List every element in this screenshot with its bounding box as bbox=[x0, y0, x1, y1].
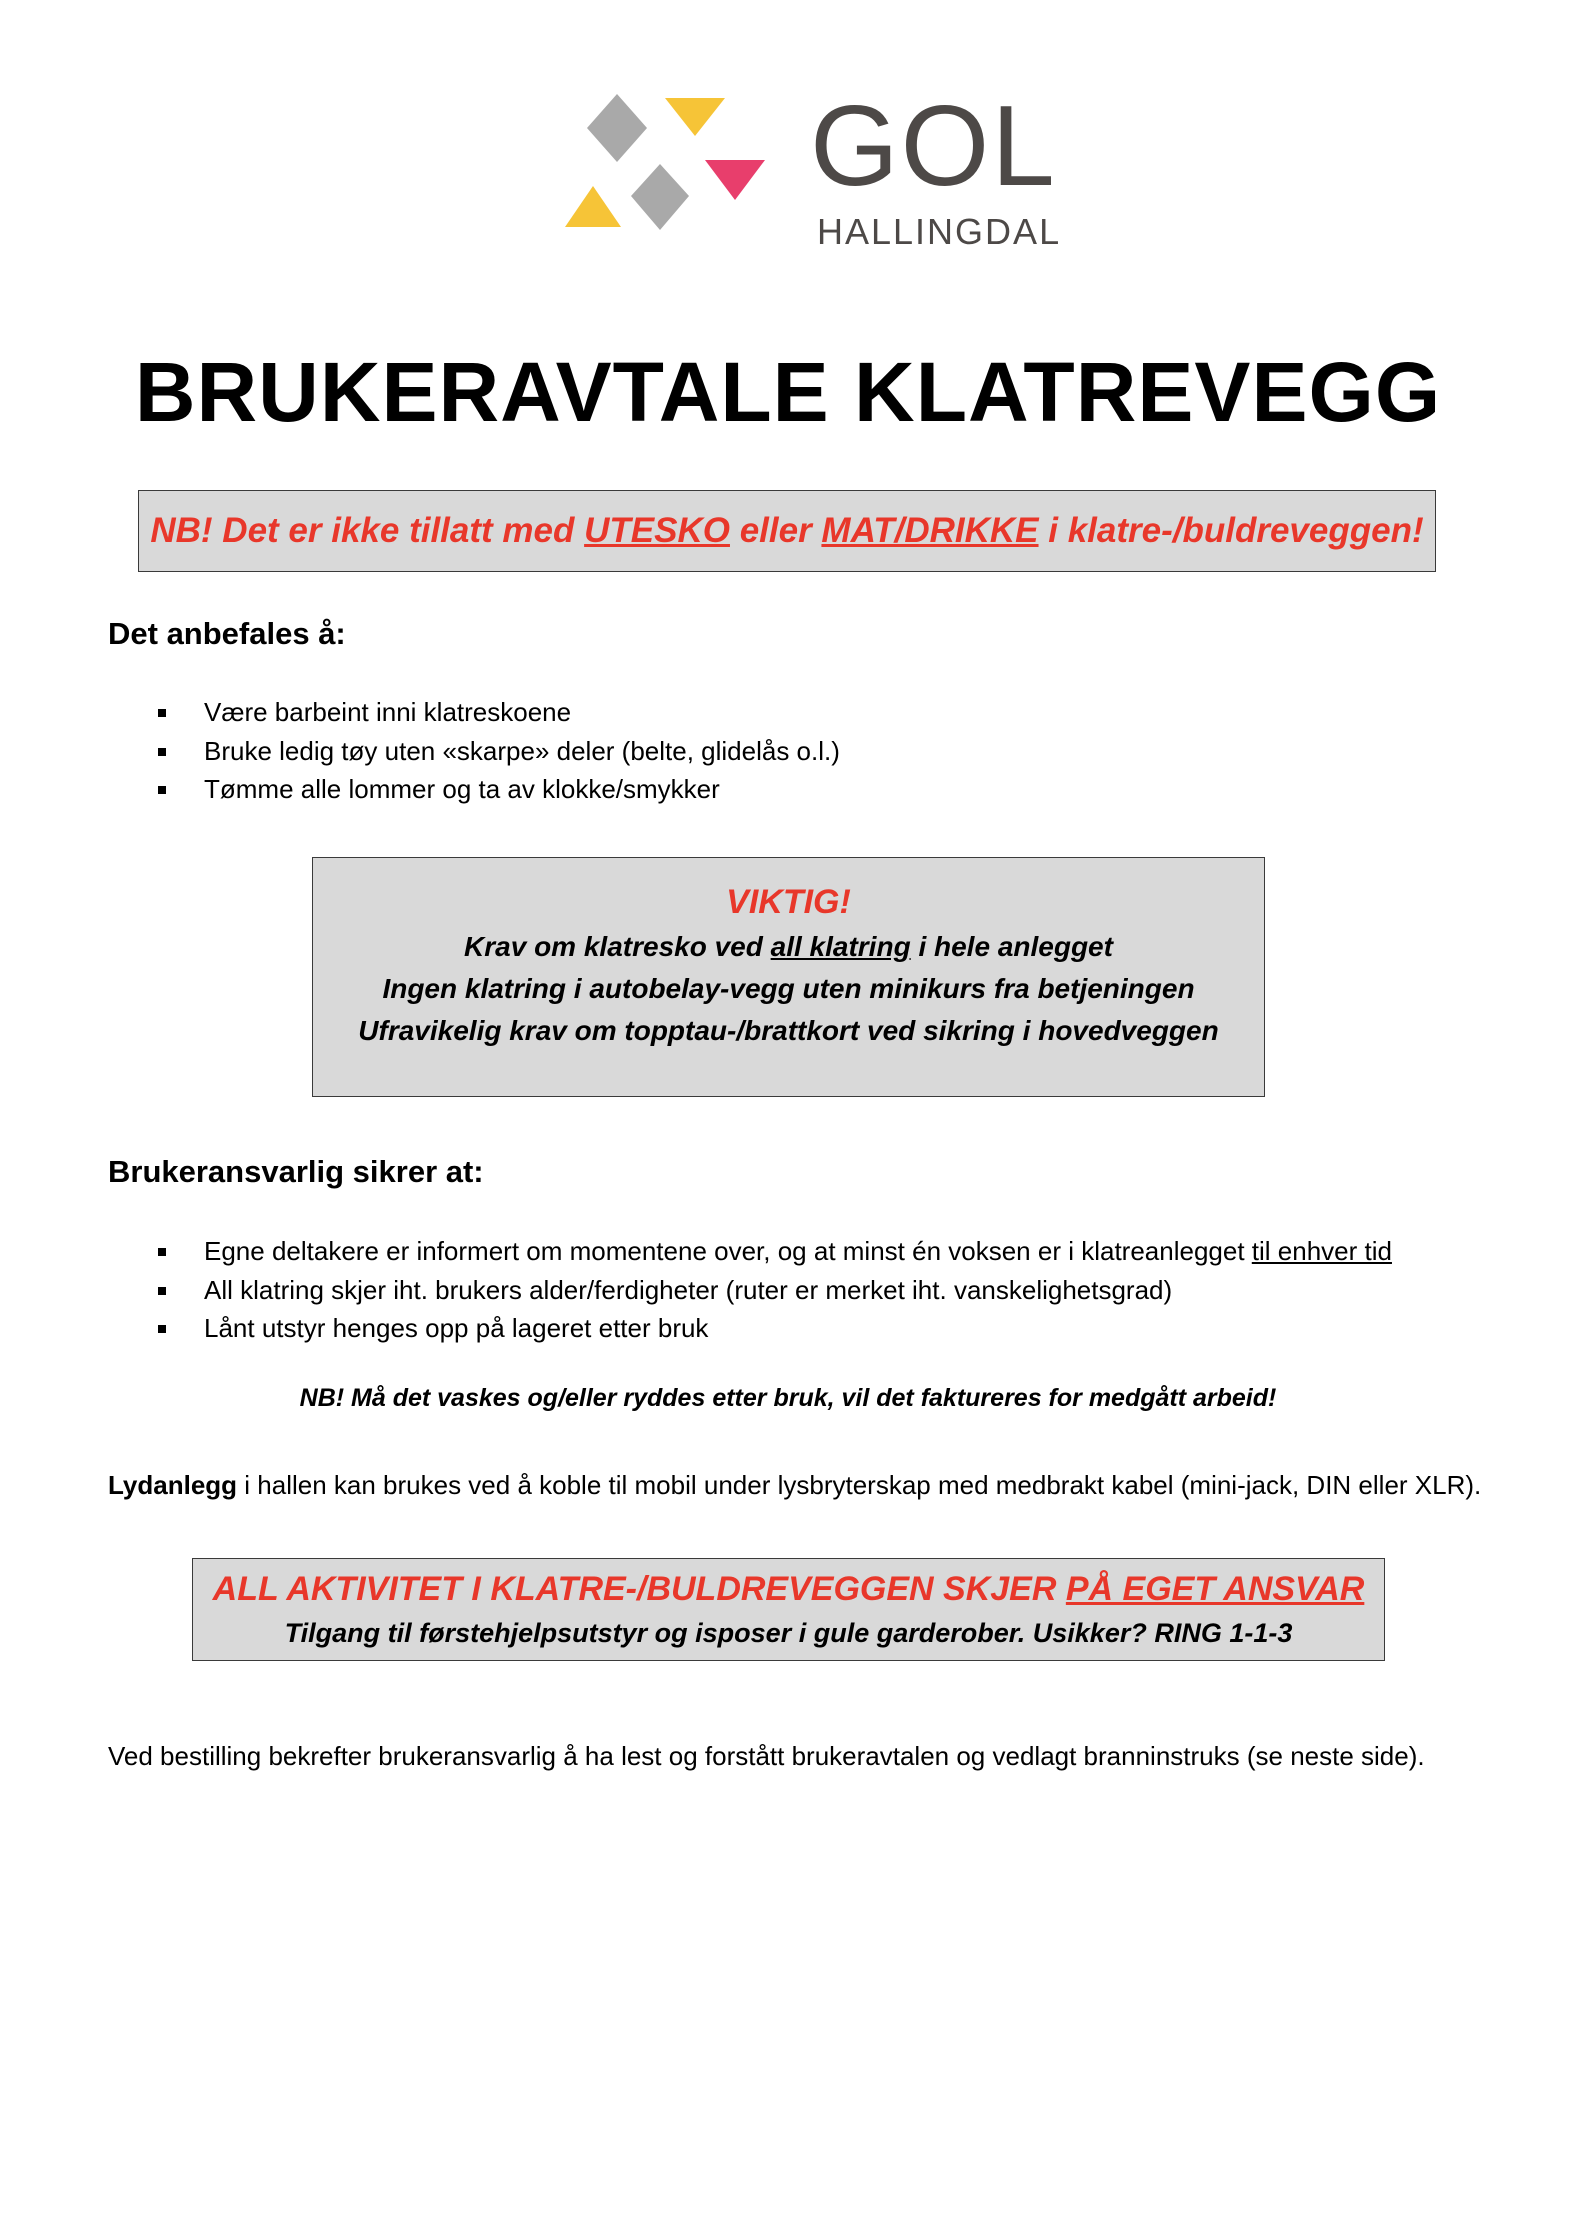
gol-hallingdal-logo bbox=[555, 83, 1062, 258]
notice-middle: eller bbox=[729, 511, 822, 550]
list-item: Lånt utstyr henges opp på lageret etter bruk bbox=[156, 1309, 1392, 1348]
logo-subtitle: HALLINGDAL bbox=[817, 211, 1062, 252]
recommended-heading: Det anbefales å: bbox=[108, 616, 346, 651]
important-line-1-prefix: Krav om klatresko ved bbox=[464, 931, 771, 962]
logo-wordmark: GOL bbox=[810, 83, 1057, 210]
list-item: Bruke ledig tøy uten «skarpe» deler (belte, glidelås o.l.) bbox=[156, 732, 840, 771]
responsibility-title-prefix: ALL AKTIVITET I KLATRE-/BULDREVEGGEN SKJER bbox=[212, 1570, 1066, 1608]
important-title: VIKTIG! bbox=[726, 883, 851, 921]
responsible-list bbox=[156, 1232, 1392, 1348]
confirmation-text: Ved bestilling bekrefter brukeransvarlig å ha lest og forstått brukeravtalen og vedlagt branninstruks (se neste side). bbox=[108, 1741, 1425, 1771]
important-line-1-underlined: all klatring bbox=[770, 931, 911, 962]
notice-box bbox=[138, 490, 1436, 572]
responsible-item-1-prefix: Egne deltakere er informert om momentene over, og at minst én voksen er i klatreanlegget bbox=[204, 1236, 1252, 1266]
list-item: Tømme alle lommer og ta av klokke/smykker bbox=[156, 770, 840, 809]
important-line-1-suffix: i hele anlegget bbox=[910, 931, 1113, 962]
responsibility-box bbox=[192, 1558, 1385, 1661]
important-line-3: Ufravikelig krav om topptau-/brattkort ved sikring i hovedveggen bbox=[358, 1015, 1219, 1046]
notice-suffix: i klatre-/buldreveggen! bbox=[1038, 511, 1424, 550]
list-item: All klatring skjer iht. brukers alder/ferdigheter (ruter er merket iht. vanskelighetsgrad) bbox=[156, 1271, 1392, 1310]
important-line-2: Ingen klatring i autobelay-vegg uten minikurs fra betjeningen bbox=[382, 973, 1195, 1004]
responsibility-title bbox=[193, 1565, 1384, 1613]
sound-label: Lydanlegg bbox=[108, 1470, 238, 1500]
important-line-1 bbox=[313, 926, 1264, 968]
important-box bbox=[312, 857, 1265, 1097]
cleaning-note: NB! Må det vaskes og/eller ryddes etter bruk, vil det faktureres for medgått arbeid! bbox=[299, 1384, 1277, 1412]
list-item bbox=[156, 1232, 1392, 1271]
notice-item-shoes: UTESKO bbox=[584, 511, 730, 550]
logo-mark-icon bbox=[555, 88, 795, 248]
sound-paragraph bbox=[108, 1470, 1481, 1501]
notice-prefix: NB! Det er ikke tillatt med bbox=[150, 511, 585, 550]
responsible-heading: Brukeransvarlig sikrer at: bbox=[108, 1154, 484, 1189]
page-title: BRUKERAVTALE KLATREVEGG bbox=[134, 345, 1442, 439]
responsibility-subtitle: Tilgang til førstehjelpsutstyr og isposer i gule garderober. Usikker? RING 1-1-3 bbox=[284, 1618, 1293, 1648]
notice-item-food: MAT/DRIKKE bbox=[821, 511, 1039, 550]
recommended-list bbox=[156, 693, 840, 809]
responsibility-title-underlined: PÅ EGET ANSVAR bbox=[1065, 1570, 1365, 1608]
responsible-item-1-underlined: til enhver tid bbox=[1251, 1236, 1392, 1266]
list-item: Være barbeint inni klatreskoene bbox=[156, 693, 840, 732]
sound-text: i hallen kan brukes ved å koble til mobil under lysbryterskap med medbrakt kabel (mini-jack, DIN eller XLR). bbox=[237, 1470, 1482, 1500]
